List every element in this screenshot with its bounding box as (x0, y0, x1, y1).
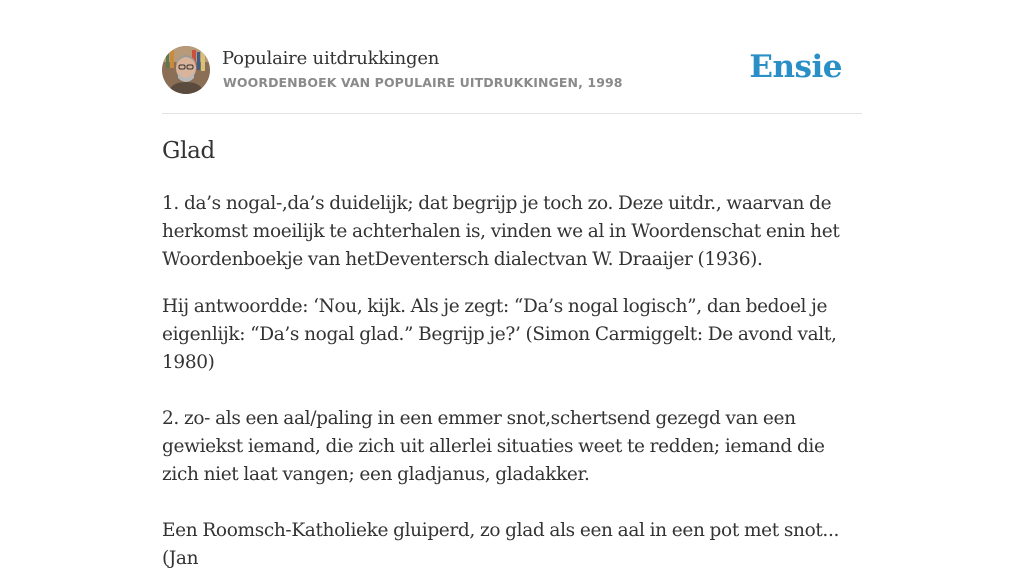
entry-term: Glad (162, 138, 215, 164)
author-portrait-icon (162, 46, 210, 94)
source-subtitle: WOORDENBOEK VAN POPULAIRE UITDRUKKINGEN, 1998 (223, 75, 623, 90)
definition-quote: Een Roomsch-Katholieke gluiperd, zo glad als een aal in een pot met snot... (Jan (162, 520, 840, 569)
source-header (162, 46, 862, 96)
definition-paragraph: 2. zo- als een aal/paling in een emmer snot,schertsend gezegd van een gewiekst iemand, die zich uit allerlei situaties weet te redden; iemand die zich niet laat vangen; een gladjanus, gladakker. (162, 408, 825, 485)
definition-quote: Hij antwoordde: ‘Nou, kijk. Als je zegt: “Da’s nogal logisch”, dan bedoel je eigenlijk: “Da’s nogal glad.” Begrijp je?’ (Simon Carmiggelt: De avond valt, 1980) (162, 296, 837, 373)
avatar[interactable] (162, 46, 210, 94)
entry-definition (162, 190, 862, 573)
source-title[interactable]: Populaire uitdrukkingen (222, 48, 440, 69)
brand-logo[interactable]: Ensie (749, 49, 842, 85)
header-divider (162, 113, 862, 114)
definition-paragraph: 1. da’s nogal-,da’s duidelijk; dat begrijp je toch zo. Deze uitdr., waarvan de herkomst moeilijk te achterhalen is, vinden we al in Woordenschat enin het Woordenboekje van hetDeventersch dialectvan W. Draaijer (1936). (162, 193, 840, 270)
